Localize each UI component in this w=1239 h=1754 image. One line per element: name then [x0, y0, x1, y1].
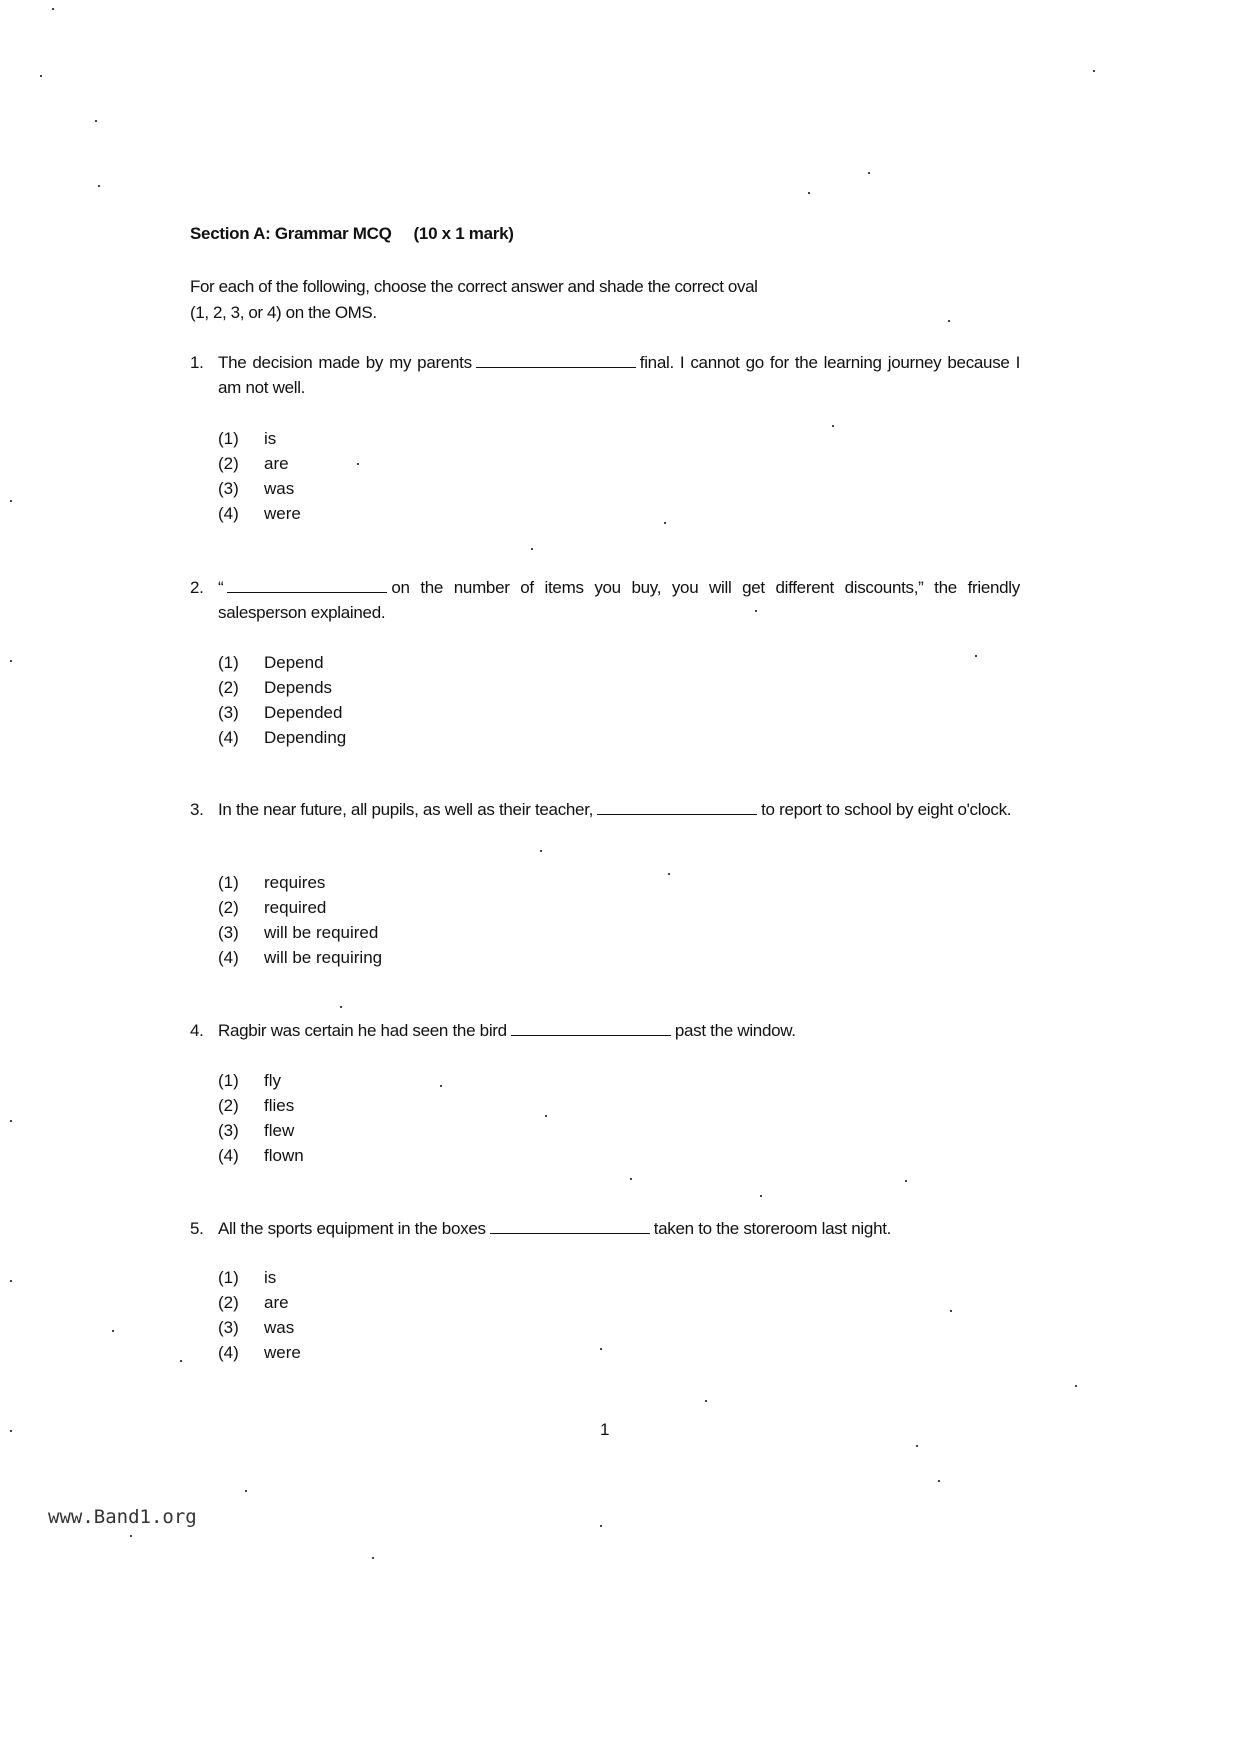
option-text: is: [264, 1268, 277, 1287]
scan-speck: [340, 1006, 342, 1008]
option-item: [218, 1340, 301, 1365]
option-text: requires: [264, 873, 326, 892]
option-item: [218, 476, 301, 501]
question-text-before: The decision made by my parents: [218, 353, 472, 372]
option-item: [218, 451, 301, 476]
option-number: (1): [218, 873, 239, 892]
option-number: (4): [218, 1343, 239, 1362]
scan-speck: [705, 1400, 707, 1402]
scan-speck: [600, 1525, 602, 1527]
option-text: were: [264, 1343, 301, 1362]
scan-speck: [52, 8, 54, 10]
option-number: (1): [218, 1071, 239, 1090]
option-item: [218, 1265, 301, 1290]
options-list: [218, 1068, 304, 1168]
question-text-before: All the sports equipment in the boxes: [218, 1219, 486, 1238]
option-item: [218, 700, 346, 725]
option-item: [218, 1315, 301, 1340]
scan-speck: [905, 1180, 907, 1182]
option-item: [218, 675, 346, 700]
option-number: (2): [218, 678, 239, 697]
option-item: [218, 870, 382, 895]
instruction-line: For each of the following, choose the correct answer and shade the correct oval: [190, 277, 758, 296]
scan-speck: [10, 1120, 12, 1122]
question-number: 4.: [190, 1021, 204, 1040]
question-text-before: Ragbir was certain he had seen the bird: [218, 1021, 507, 1040]
section-marks: (10 x 1 mark): [413, 224, 514, 243]
option-number: (3): [218, 923, 239, 942]
scan-speck: [40, 75, 42, 77]
option-item: [218, 426, 301, 451]
option-item: [218, 1143, 304, 1168]
scan-speck: [10, 500, 12, 502]
question-4: [190, 1018, 1020, 1043]
answer-blank: [490, 1219, 650, 1234]
question-text: [218, 1216, 1020, 1241]
option-number: (1): [218, 429, 239, 448]
answer-blank: [476, 353, 636, 368]
scan-speck: [948, 320, 950, 322]
option-text: flies: [264, 1096, 295, 1115]
option-item: [218, 1118, 304, 1143]
option-text: flew: [264, 1121, 295, 1140]
option-text: Depend: [264, 653, 324, 672]
instructions: [190, 274, 758, 326]
option-number: (3): [218, 1121, 239, 1140]
question-text: [218, 575, 1020, 625]
scan-speck: [531, 548, 533, 550]
scan-speck: [760, 1195, 762, 1197]
answer-blank: [597, 800, 757, 815]
question-1: [190, 350, 1020, 400]
option-number: (4): [218, 1146, 239, 1165]
option-text: fly: [264, 1071, 281, 1090]
question-text-after: taken to the storeroom last night.: [653, 1219, 892, 1238]
answer-blank: [227, 578, 387, 593]
option-text: are: [264, 1293, 289, 1312]
option-text: Depends: [264, 678, 333, 697]
option-item: [218, 1068, 304, 1093]
option-text: were: [264, 504, 301, 523]
instruction-line: (1, 2, 3, or 4) on the OMS.: [190, 303, 377, 322]
scan-speck: [664, 522, 666, 524]
option-number: (4): [218, 728, 239, 747]
question-2: [190, 575, 1020, 625]
scan-speck: [540, 850, 542, 852]
question-number: 3.: [190, 800, 204, 819]
option-text: was: [264, 479, 295, 498]
option-number: (2): [218, 898, 239, 917]
question-text: [218, 797, 1020, 822]
scan-speck: [600, 1348, 602, 1350]
question-text-after: on the number of items you buy, you will get different discounts,” the friendly salesperson explained.: [218, 578, 1020, 622]
option-text: Depended: [264, 703, 343, 722]
scan-speck: [180, 1360, 182, 1362]
scan-speck: [832, 425, 834, 427]
scan-speck: [440, 1085, 442, 1087]
option-item: [218, 920, 382, 945]
scan-speck: [755, 610, 757, 612]
scan-speck: [808, 192, 810, 194]
option-number: (4): [218, 948, 239, 967]
option-text: is: [264, 429, 277, 448]
scan-speck: [668, 873, 670, 875]
scan-speck: [10, 1430, 12, 1432]
option-item: [218, 895, 382, 920]
scan-speck: [545, 1115, 547, 1117]
option-item: [218, 650, 346, 675]
scan-speck: [372, 1557, 374, 1559]
scan-speck: [130, 1535, 132, 1537]
option-number: (2): [218, 1293, 239, 1312]
scan-speck: [245, 1490, 247, 1492]
options-list: [218, 1265, 301, 1365]
question-text-after: past the window.: [674, 1021, 796, 1040]
option-item: [218, 501, 301, 526]
scan-speck: [938, 1480, 940, 1482]
footer-watermark: www.Band1.org: [48, 1506, 197, 1528]
section-heading: [190, 224, 514, 244]
option-text: flown: [264, 1146, 304, 1165]
scan-speck: [357, 463, 359, 465]
question-text-after: to report to school by eight o'clock.: [761, 800, 1012, 819]
option-item: [218, 1290, 301, 1315]
question-number: 5.: [190, 1219, 204, 1238]
question-text: [218, 1018, 1020, 1043]
question-text: [218, 350, 1020, 400]
option-number: (2): [218, 1096, 239, 1115]
option-number: (4): [218, 504, 239, 523]
question-3: [190, 797, 1020, 822]
option-text: Depending: [264, 728, 347, 747]
page-number: 1: [600, 1420, 610, 1439]
options-list: [218, 650, 346, 750]
question-5: [190, 1216, 1020, 1241]
option-text: will be required: [264, 923, 379, 942]
option-text: are: [264, 454, 289, 473]
scan-speck: [112, 1330, 114, 1332]
options-list: [218, 870, 382, 970]
option-item: [218, 725, 346, 750]
option-number: (1): [218, 1268, 239, 1287]
scan-speck: [975, 655, 977, 657]
scan-speck: [916, 1445, 918, 1447]
option-text: was: [264, 1318, 295, 1337]
question-text-after: final. I cannot go for the learning journey because I am not well.: [218, 353, 1020, 397]
scan-speck: [10, 1280, 12, 1282]
question-number: 1.: [190, 353, 204, 372]
scan-speck: [10, 660, 12, 662]
scan-speck: [950, 1310, 952, 1312]
scan-speck: [1093, 70, 1095, 72]
option-item: [218, 945, 382, 970]
scan-speck: [1075, 1385, 1077, 1387]
option-number: (3): [218, 703, 239, 722]
scan-speck: [98, 185, 100, 187]
option-number: (3): [218, 1318, 239, 1337]
question-text-before: “: [218, 578, 224, 597]
option-item: [218, 1093, 304, 1118]
question-number: 2.: [190, 578, 204, 597]
answer-blank: [511, 1021, 671, 1036]
scan-speck: [95, 120, 97, 122]
question-text-before: In the near future, all pupils, as well as their teacher,: [218, 800, 594, 819]
options-list: [218, 426, 301, 526]
option-number: (3): [218, 479, 239, 498]
option-number: (1): [218, 653, 239, 672]
option-text: required: [264, 898, 327, 917]
scan-speck: [868, 172, 870, 174]
option-number: (2): [218, 454, 239, 473]
option-text: will be requiring: [264, 948, 383, 967]
scan-speck: [630, 1178, 632, 1180]
section-title: Section A: Grammar MCQ: [190, 224, 392, 243]
